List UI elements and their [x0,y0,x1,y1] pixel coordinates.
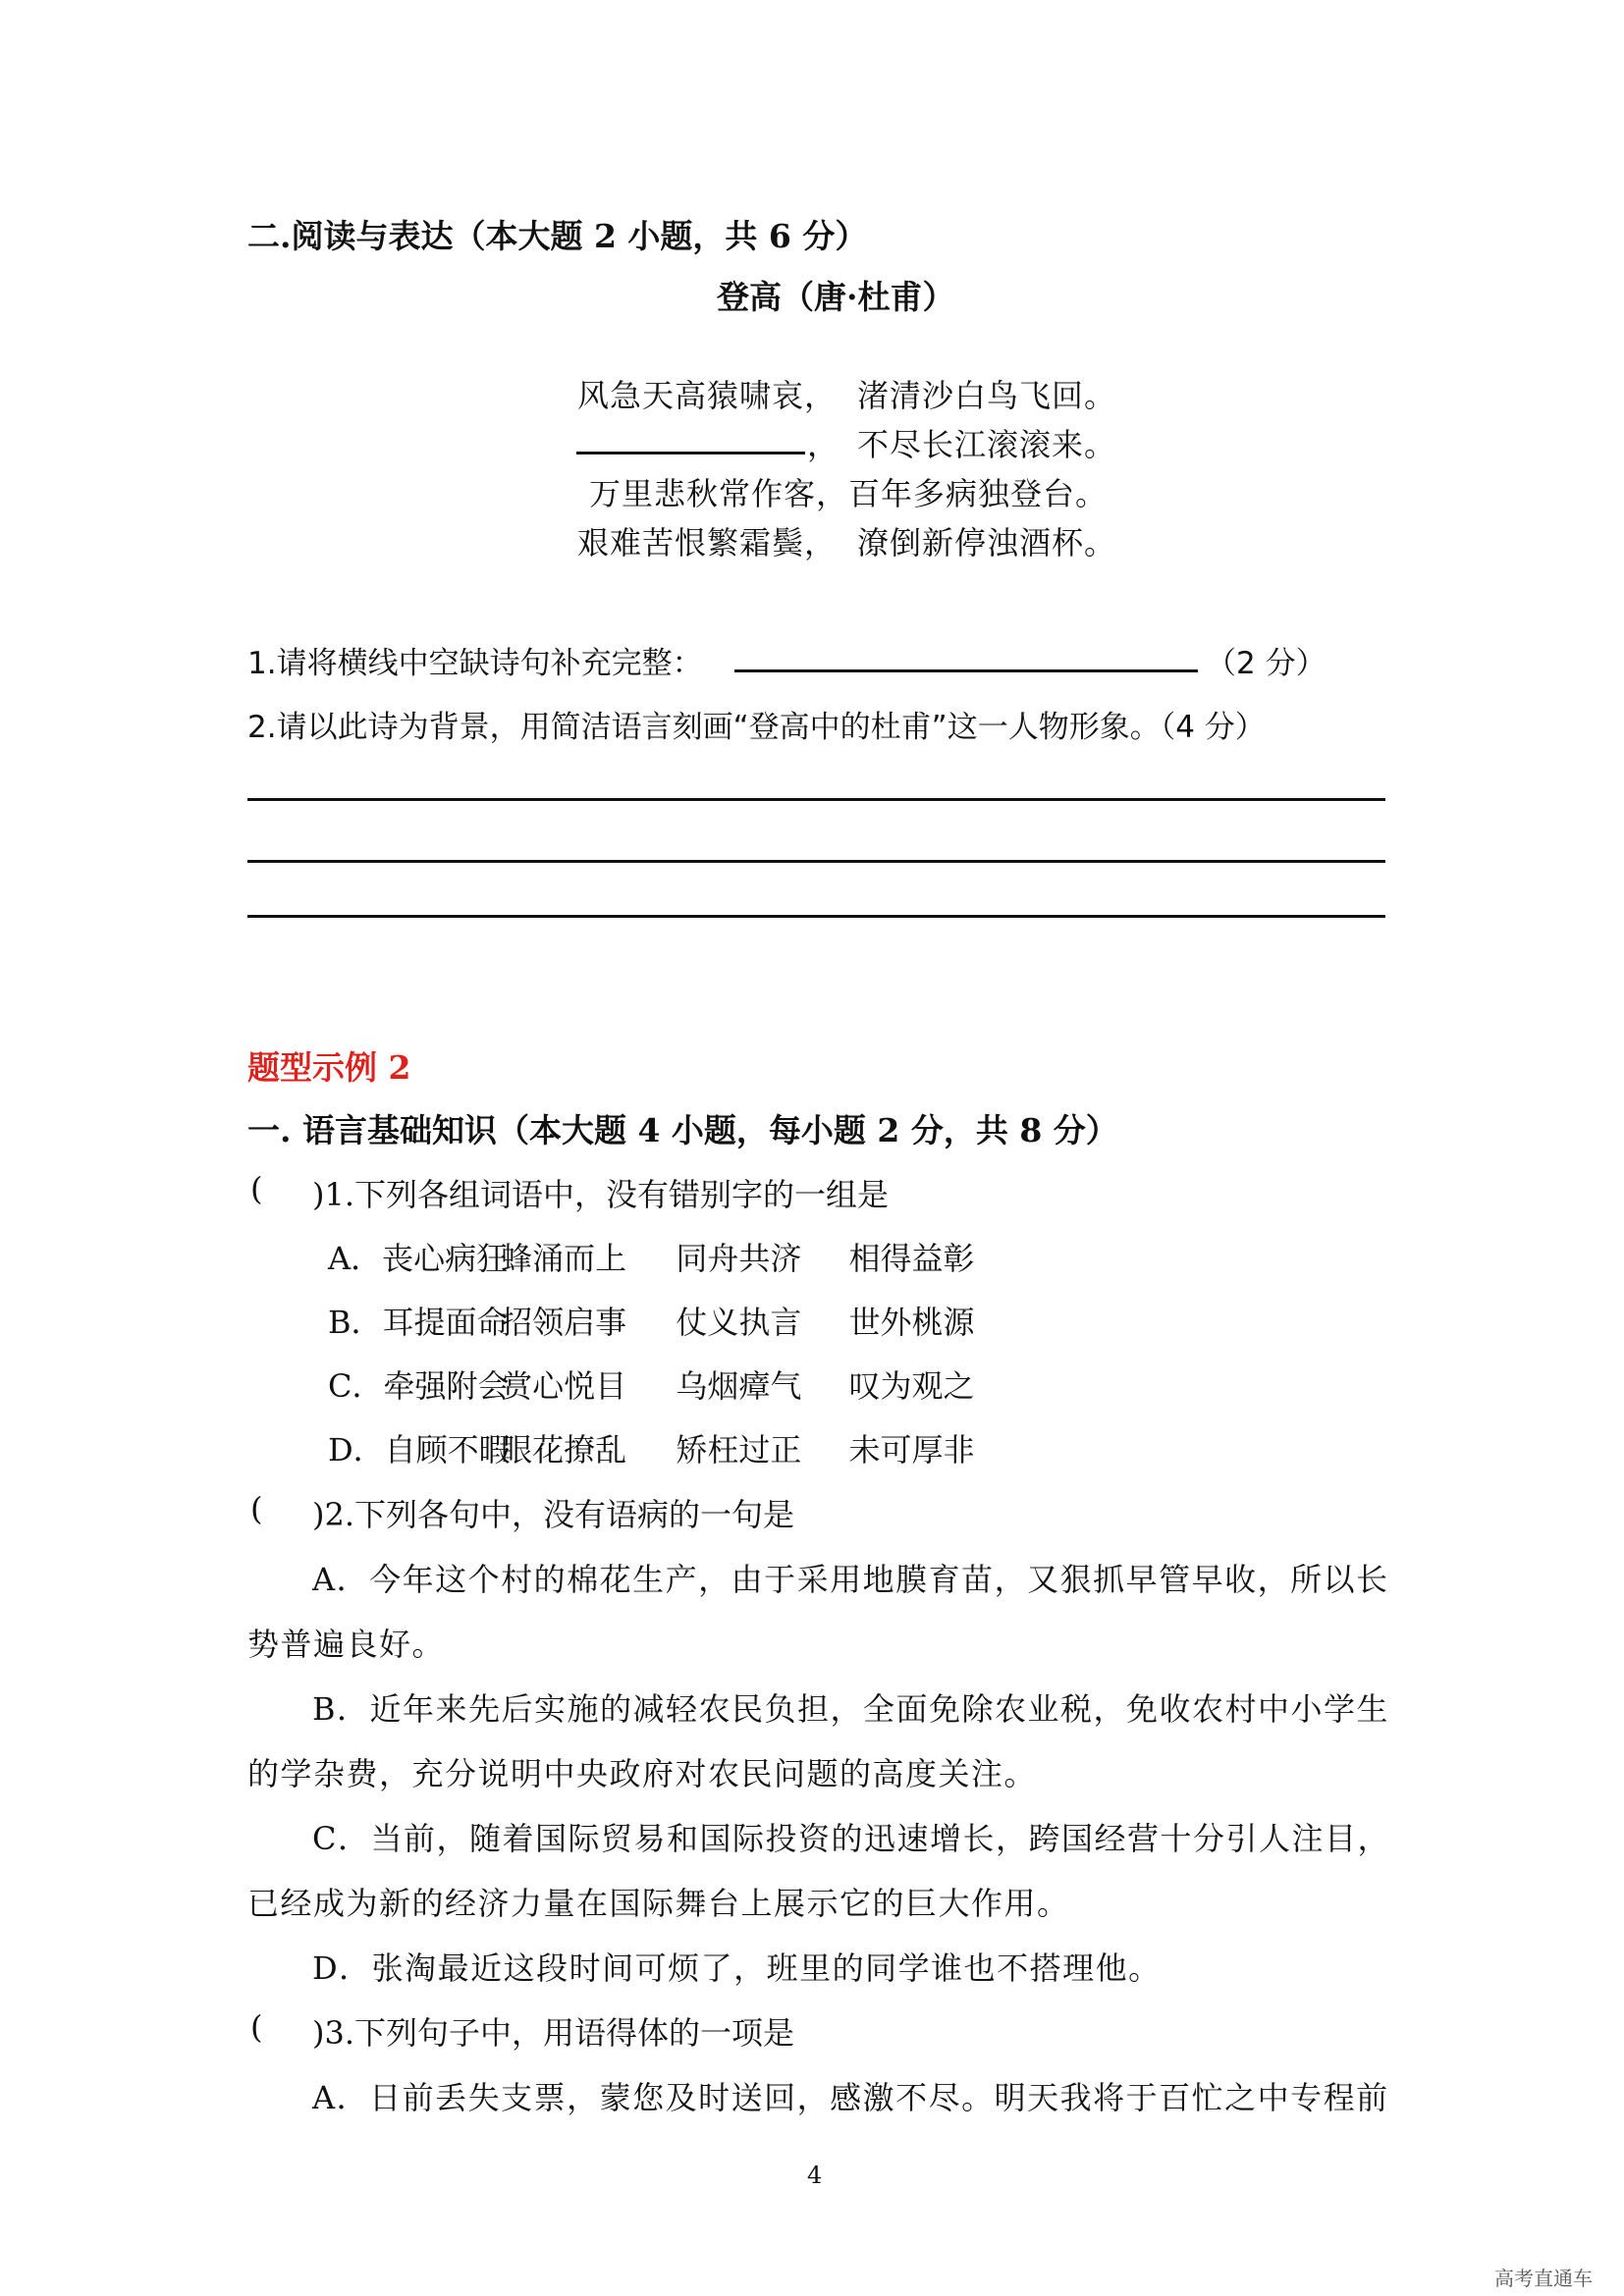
poem-line-1b: 渚清沙白鸟飞回。 [857,377,1117,414]
q2-option-b-line2: 的学杂费，充分说明中央政府对农民问题的高度关注。 [247,1755,1038,1792]
q1-option-b [328,1298,975,1343]
option-word: 蜂涌而上 [501,1240,627,1277]
option-word: 相得益彰 [848,1240,975,1277]
poem-line-4a: 艰难苦恨繁霜鬓， [577,524,838,561]
q1-option-d [328,1425,975,1470]
example-title: 题型示例 2 [247,1048,411,1087]
q2-option-a-line1: A．今年这个村的棉花生产，由于采用地膜育苗，又狠抓早管早收，所以长 [312,1561,1389,1598]
poem-line-4b: 潦倒新停浊酒杯。 [857,524,1117,561]
q1-stem: )1.下列各组词语中，没有错别字的一组是 [312,1176,890,1213]
option-word: 矫枉过正 [676,1431,802,1468]
answer-blank-1[interactable] [734,636,1198,672]
option-word: 未可厚非 [848,1431,975,1468]
option-word: 同舟共济 [676,1240,802,1277]
answer-paren-q3[interactable]: ( [250,2008,263,2046]
option-word: B．耳提面命 [328,1304,509,1341]
q3-option-a-line1: A．日前丢失支票，蒙您及时送回，感激不尽。明天我将于百忙之中专程前 [312,2079,1389,2116]
q2-option-a-line2: 势普遍良好。 [247,1626,446,1663]
option-word: 眼花撩乱 [501,1431,627,1468]
option-word: 叹为观之 [848,1367,975,1405]
example-heading: 一. 语言基础知识（本大题 4 小题，每小题 2 分，共 8 分） [247,1111,1118,1149]
page-number: 4 [807,2162,823,2189]
question-2-text: 2.请以此诗为背景，用简洁语言刻画“登高中的杜甫”这一人物形象。（4 分） [247,710,1266,745]
option-word: 仗义执言 [676,1304,802,1341]
answer-paren-q1[interactable]: ( [250,1170,263,1207]
q2-option-b-line1: B．近年来先后实施的减轻农民负担，全面免除农业税，免收农村中小学生 [312,1690,1390,1728]
answer-line-2[interactable] [247,860,1385,863]
q2-option-d-line1: D．张淘最近这段时间可烦了，班里的同学谁也不搭理他。 [312,1949,1162,1987]
poem-line-2b: 不尽长江滚滚来。 [857,426,1117,463]
answer-line-3[interactable] [247,915,1385,918]
answer-line-1[interactable] [247,798,1385,801]
watermark: 高考直通车 [1494,2267,1593,2290]
poem-blank-line[interactable] [576,418,805,454]
section-heading: 二.阅读与表达（本大题 2 小题，共 6 分） [247,217,868,255]
option-word: A．丧心病狂 [328,1240,509,1277]
question-1-points: （2 分） [1206,646,1326,681]
q2-option-c-line2: 已经成为新的经济力量在国际舞台上展示它的巨大作用。 [247,1885,1070,1922]
q1-option-a [328,1234,975,1279]
option-word: 招领启事 [501,1304,627,1341]
option-word: 乌烟瘴气 [676,1367,802,1405]
option-word: C．牵强附会 [328,1367,510,1405]
option-word: 世外桃源 [848,1304,975,1341]
q1-option-c [328,1362,975,1407]
q2-option-c-line1: C．当前，随着国际贸易和国际投资的迅速增长，跨国经营十分引人注目， [312,1820,1390,1857]
answer-paren-q2[interactable]: ( [250,1490,263,1527]
question-1-text: 1.请将横线中空缺诗句补充完整： [247,646,703,681]
option-word: D．自顾不暇 [328,1431,511,1468]
poem-line-2-sep: ， [807,426,840,463]
poem-line-1a: 风急天高猿啸哀， [577,377,838,414]
poem-line-3: 万里悲秋常作客，百年多病独登台。 [589,475,1109,512]
poem-title: 登高（唐·杜甫） [717,278,955,316]
q2-stem: )2.下列各句中，没有语病的一句是 [312,1496,795,1533]
option-word: 赏心悦目 [501,1367,627,1405]
q3-stem: )3.下列句子中，用语得体的一项是 [312,2014,795,2052]
